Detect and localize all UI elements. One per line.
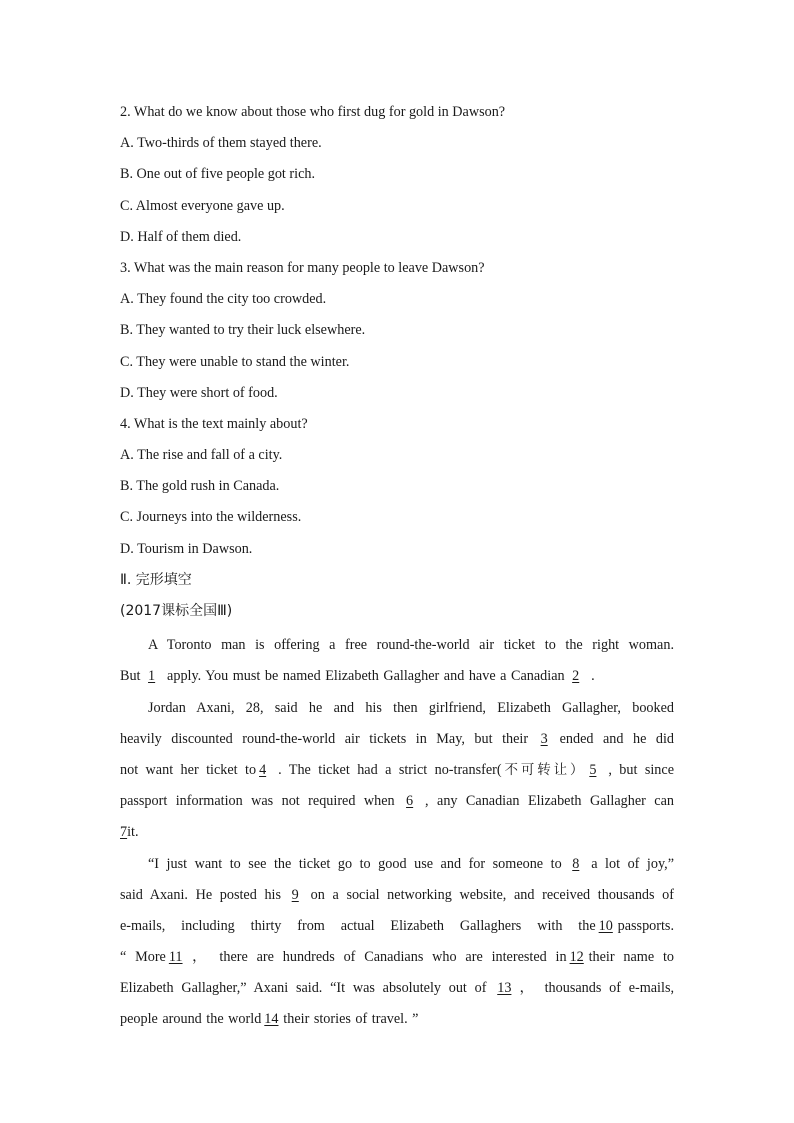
- text: e-mails, including thirty from actual Elizabeth Gallaghers with the: [120, 917, 596, 934]
- question-stem: 4. What is the text mainly about?: [120, 415, 308, 432]
- blank-6: 6: [406, 793, 414, 810]
- text: ， thousands of e-mails,: [516, 980, 675, 997]
- blank-1: 1: [148, 668, 156, 685]
- section-title: Ⅱ. 完形填空: [120, 571, 192, 588]
- blank-14: 14: [264, 1011, 279, 1028]
- blank-7: 7: [120, 824, 128, 841]
- text: a lot of joy,”: [591, 855, 674, 872]
- passage-line: [120, 1004, 674, 1035]
- text: heavily discounted round-the-world air tickets in May, but their: [120, 730, 529, 747]
- option: D. They were short of food.: [120, 384, 278, 401]
- option: A. Two-thirds of them stayed there.: [120, 135, 322, 152]
- text: their stories of travel. ”: [283, 1011, 419, 1028]
- passage-line: [120, 817, 674, 848]
- option: D. Half of them died.: [120, 228, 242, 245]
- section-source: (2017课标全国Ⅲ): [120, 603, 233, 619]
- text: Elizabeth Gallagher,” Axani said. “It was absolutely out of: [120, 980, 487, 997]
- option: A. The rise and fall of a city.: [120, 447, 283, 464]
- passage-line: [120, 724, 674, 755]
- text: But: [120, 668, 141, 685]
- text: not want her ticket to: [120, 761, 257, 778]
- question-stem: 3. What was the main reason for many people to leave Dawson?: [120, 259, 485, 276]
- passage-line: [120, 942, 674, 973]
- passage-paragraph-3: [120, 849, 674, 1036]
- text: , but since: [608, 761, 674, 778]
- text: . The ticket had a strict no-transfer(: [278, 761, 502, 778]
- option: B. One out of five people got rich.: [120, 166, 316, 183]
- text: ， there are hundreds of Canadians who are interested in: [187, 949, 567, 966]
- option: C. Almost everyone gave up.: [120, 197, 285, 214]
- text: “ More: [120, 949, 166, 966]
- text: passport information was not required when: [120, 793, 395, 810]
- option: D. Tourism in Dawson.: [120, 540, 253, 557]
- text: ended and he did: [559, 730, 675, 747]
- blank-2: 2: [572, 668, 580, 685]
- passage-line: [120, 755, 674, 786]
- option: B. The gold rush in Canada.: [120, 478, 280, 495]
- passage-line: [120, 973, 674, 1004]
- option: C. Journeys into the wilderness.: [120, 509, 302, 526]
- passage-line: [120, 849, 674, 880]
- passage-line: [120, 880, 674, 911]
- text: it.: [127, 824, 139, 841]
- blank-9: 9: [291, 886, 299, 903]
- passage-paragraph-1: [120, 630, 674, 692]
- blank-8: 8: [572, 855, 580, 872]
- passage-line: [120, 911, 674, 942]
- passage-paragraph-2: [120, 693, 674, 849]
- blank-3: 3: [540, 730, 548, 747]
- text: passports.: [617, 917, 674, 934]
- option: C. They were unable to stand the winter.: [120, 353, 350, 370]
- blank-5: 5: [589, 761, 597, 778]
- blank-10: 10: [598, 917, 613, 934]
- passage-line: [120, 786, 674, 817]
- text: 不可转让）: [501, 761, 587, 778]
- text: , any Canadian Elizabeth Gallagher can: [425, 793, 674, 810]
- text: people around the world: [120, 1011, 262, 1028]
- text: their name to: [588, 949, 674, 966]
- text: .: [591, 668, 595, 685]
- blank-12: 12: [569, 949, 584, 966]
- passage-line: [120, 661, 674, 692]
- document-content: [120, 100, 674, 1036]
- blank-4: 4: [259, 761, 267, 778]
- passage-line: Jordan Axani, 28, said he and his then girlfriend, Elizabeth Gallagher, booked: [148, 699, 674, 716]
- text: on a social networking website, and received thousands of: [310, 886, 675, 903]
- passage-line: A Toronto man is offering a free round-the-world air ticket to the right woman.: [148, 637, 674, 654]
- question-stem: 2. What do we know about those who first dug for gold in Dawson?: [120, 104, 506, 120]
- option: A. They found the city too crowded.: [120, 291, 327, 308]
- text: “I just want to see the ticket go to good use and for someone to: [148, 855, 562, 872]
- blank-11: 11: [168, 949, 183, 966]
- option: B. They wanted to try their luck elsewhere.: [120, 322, 366, 339]
- text: apply. You must be named Elizabeth Gallagher and have a Canadian: [167, 668, 565, 685]
- blank-13: 13: [497, 980, 512, 997]
- text: said Axani. He posted his: [120, 886, 282, 903]
